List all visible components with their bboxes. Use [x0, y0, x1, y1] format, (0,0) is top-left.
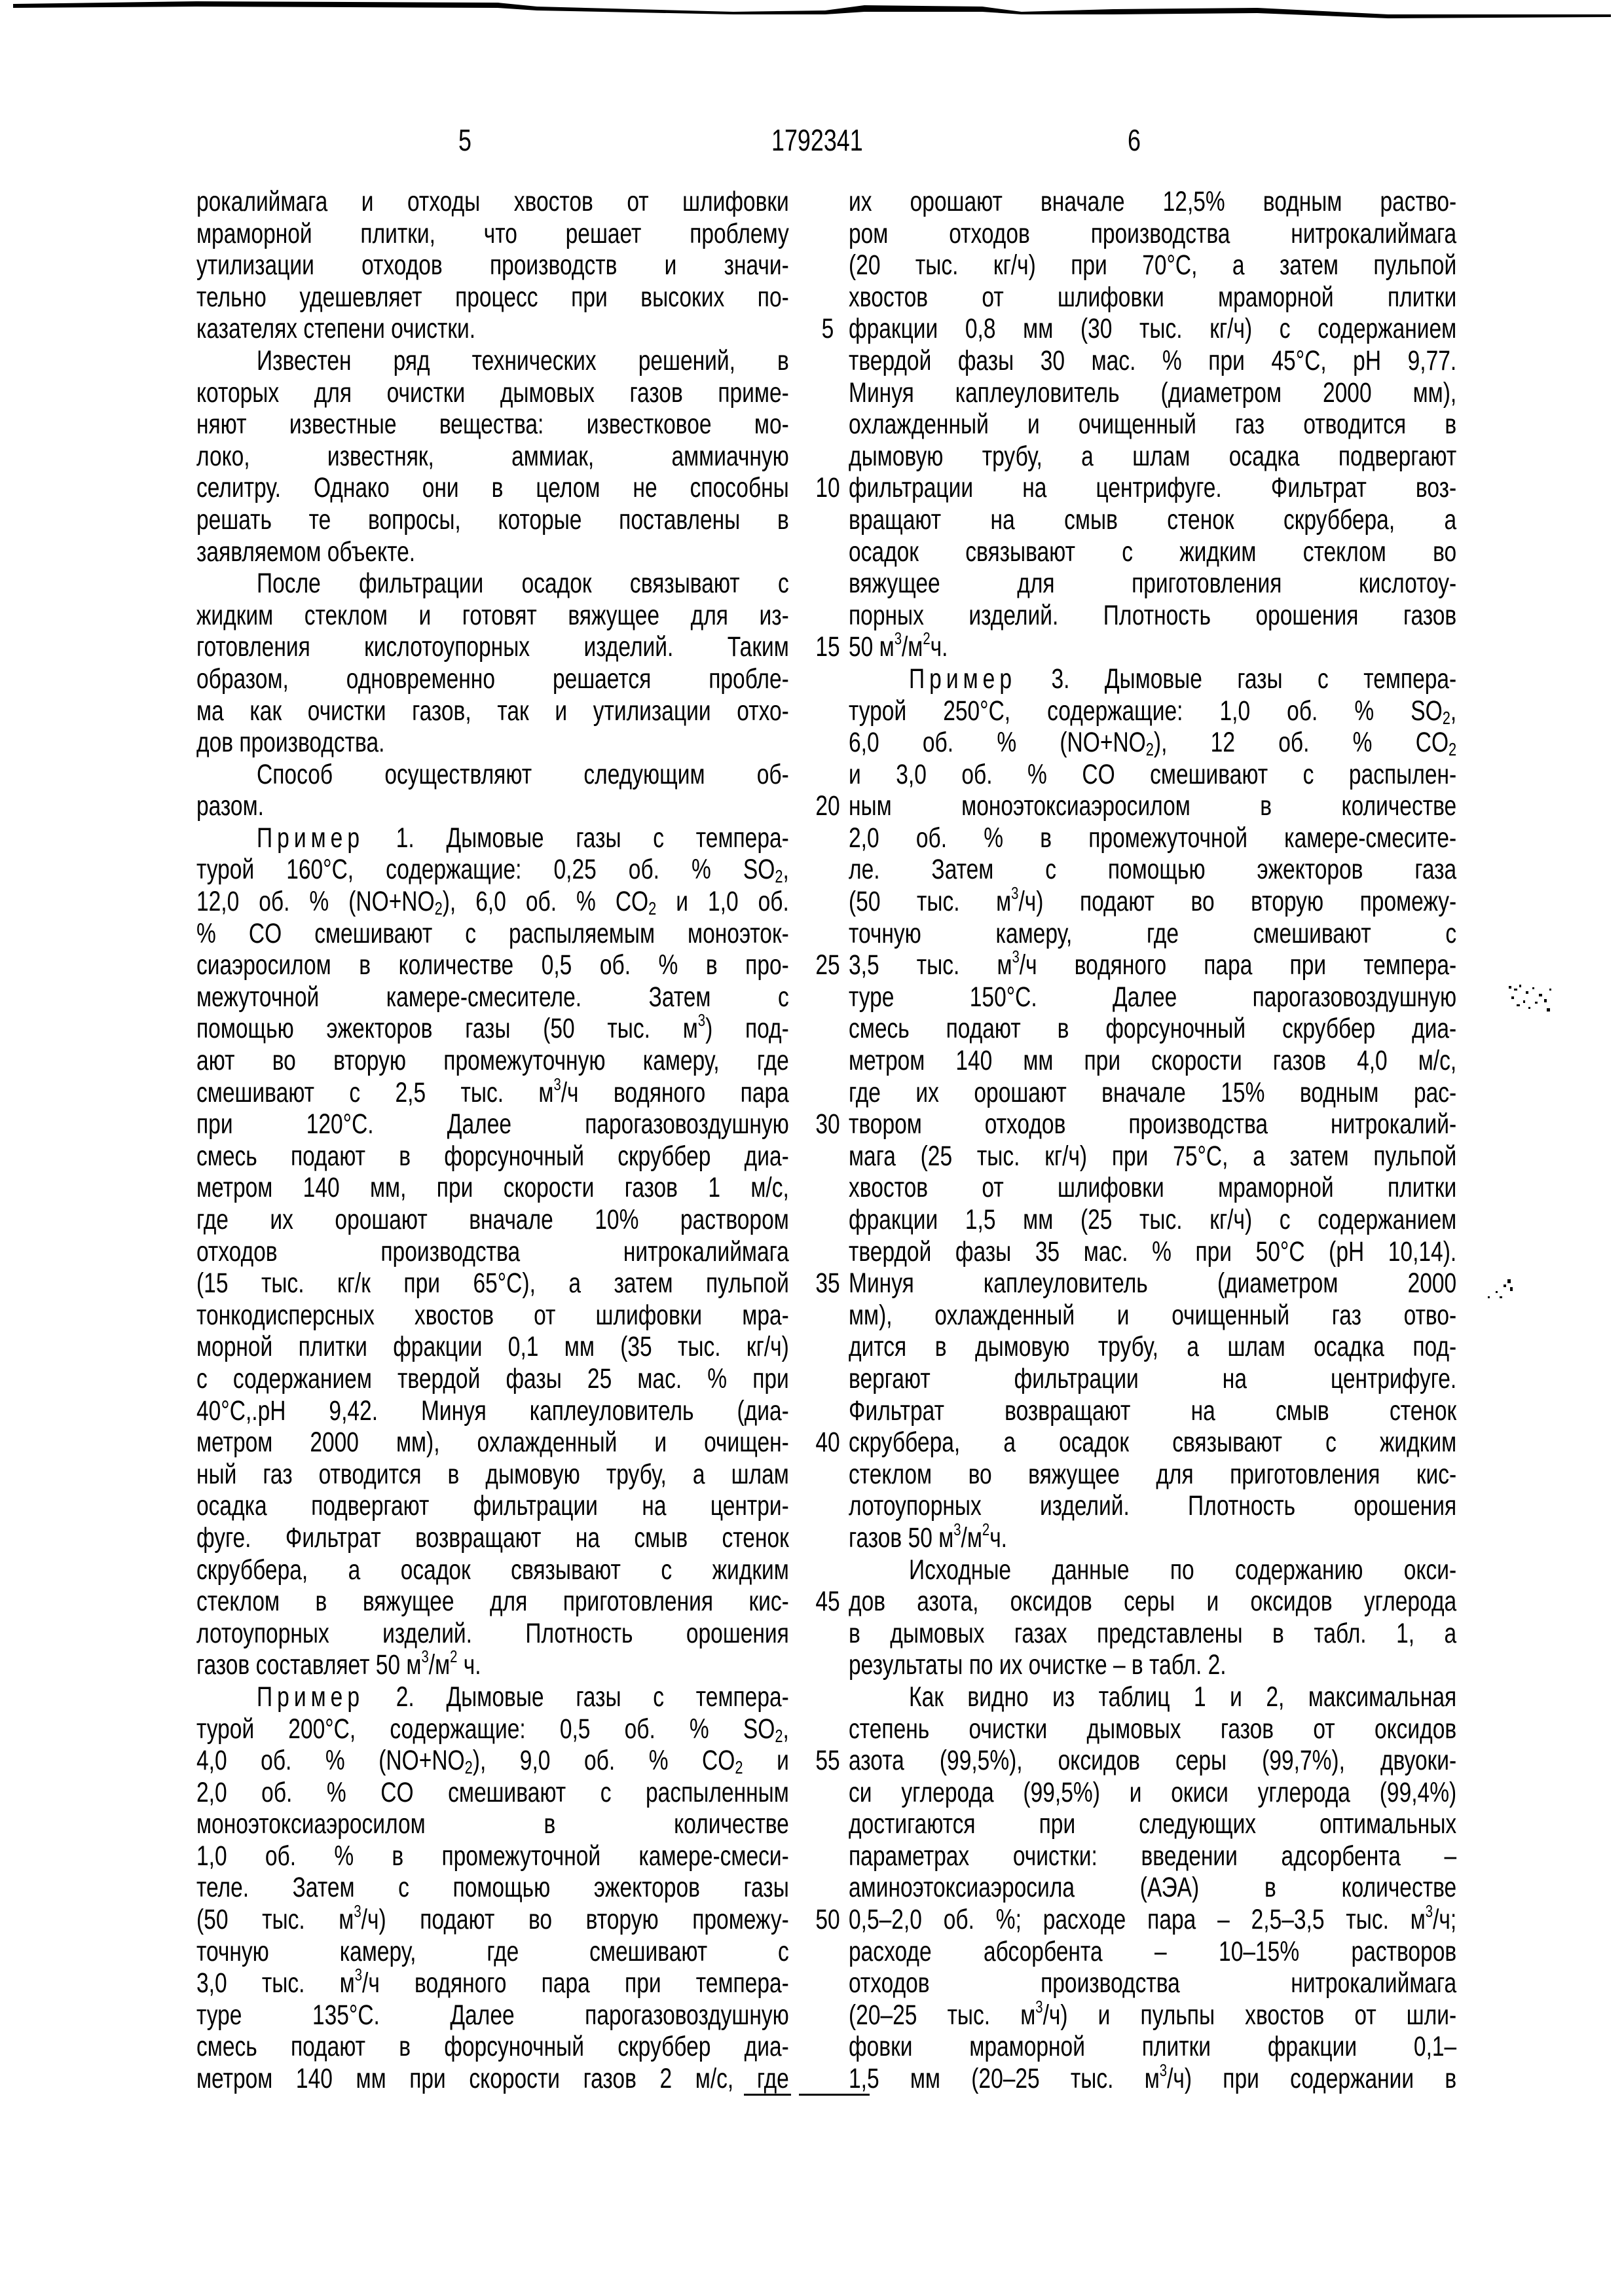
- text-line: заявляемом объекте.: [196, 536, 789, 568]
- text-line: фовки мраморной плитки фракции 0,1–: [849, 2031, 1456, 2063]
- text-line: осадок связывают с жидким стеклом во: [849, 536, 1456, 568]
- text-line: 4,0 об. % (NO+NO2), 9,0 об. % CO2 и: [196, 1745, 789, 1777]
- text-line: 0,5–2,0 об. %; расходе пара – 2,5–3,5 тыс. м3/ч;: [849, 1904, 1456, 1936]
- text-line: сиаэросилом в количестве 0,5 об. % в про-: [196, 949, 789, 981]
- text-line: метром 2000 мм), охлажденный и очищен-: [196, 1427, 789, 1459]
- line-number: 15: [813, 631, 842, 663]
- text-line: локо, известняк, аммиак, аммиачную: [196, 441, 789, 473]
- text-line: Минуя каплеуловитель (диаметром 2000: [849, 1267, 1456, 1300]
- text-line: 3,0 тыс. м3/ч водяного пара при темпера-: [196, 1967, 789, 1999]
- line-number: 30: [813, 1108, 842, 1140]
- text-line: (50 тыс. м3/ч) подают во вторую промежу-: [196, 1904, 789, 1936]
- text-line: смесь подают в форсуночный скруббер диа-: [196, 1140, 789, 1173]
- text-line: 40°С,.pH 9,42. Минуя каплеуловитель (диа-: [196, 1395, 789, 1427]
- text-line: ма как очистки газов, так и утилизации отхо-: [196, 695, 789, 727]
- text-line: (20 тыс. кг/ч) при 70°С, а затем пульпой: [849, 249, 1456, 282]
- text-line: результаты по их очистке – в табл. 2.: [849, 1649, 1456, 1681]
- text-line: точную камеру, где смешивают с: [196, 1936, 789, 1968]
- text-line: ают во вторую промежуточную камеру, где: [196, 1045, 789, 1077]
- text-line: рокалиймага и отходы хвостов от шлифовки: [196, 186, 789, 218]
- text-line: моноэтоксиаэросилом в количестве: [196, 1808, 789, 1840]
- line-number: 55: [813, 1745, 842, 1777]
- text-line: мага (25 тыс. кг/ч) при 75°С, а затем пульпой: [849, 1140, 1456, 1173]
- text-line: вергают фильтрации на центрифуге.: [849, 1363, 1456, 1395]
- line-number: 40: [813, 1427, 842, 1459]
- paragraph-first-line: Пример 2. Дымовые газы с темпера-: [196, 1681, 789, 1713]
- text-line: лотоупорных изделий. Плотность орошения: [849, 1490, 1456, 1522]
- text-line: азота (99,5%), оксидов серы (99,7%), двуоки-: [849, 1745, 1456, 1777]
- text-line: ром отходов производства нитрокалиймага: [849, 218, 1456, 250]
- text-line: межуточной камере-смесителе. Затем с: [196, 981, 789, 1013]
- text-line: метром 140 мм при скорости газов 2 м/с, где: [196, 2063, 789, 2095]
- paragraph-first-line: Известен ряд технических решений, в: [196, 345, 789, 377]
- text-line: стеклом во вяжущее для приготовления кис-: [849, 1459, 1456, 1491]
- text-line: метром 140 мм при скорости газов 4,0 м/с,: [849, 1045, 1456, 1077]
- text-line: смешивают с 2,5 тыс. м3/ч водяного пара: [196, 1077, 789, 1109]
- patent-number: 1792341: [771, 122, 863, 158]
- text-line: тонкодисперсных хвостов от шлифовки мра-: [196, 1300, 789, 1332]
- line-number: 45: [813, 1586, 842, 1618]
- text-line: турой 160°С, содержащие: 0,25 об. % SO2,: [196, 854, 789, 886]
- text-line: смесь подают в форсуночный скруббер диа-: [196, 2031, 789, 2063]
- text-line: решать те вопросы, которые поставлены в: [196, 504, 789, 536]
- text-line: 6,0 об. % (NO+NO2), 12 об. % CO2: [849, 727, 1456, 759]
- text-line: теле. Затем с помощью эжекторов газы: [196, 1872, 789, 1904]
- text-line: дымовую трубу, а шлам осадка подвергают: [849, 441, 1456, 473]
- text-line: где их орошают вначале 15% водным рас-: [849, 1077, 1456, 1109]
- text-line: турой 200°С, содержащие: 0,5 об. % SO2,: [196, 1713, 789, 1745]
- text-line: няют известные вещества: известковое мо-: [196, 409, 789, 441]
- text-line: мм), охлажденный и очищенный газ отво-: [849, 1300, 1456, 1332]
- text-line: % CO смешивают с распыляемым моноэток-: [196, 918, 789, 950]
- text-line: (50 тыс. м3/ч) подают во вторую промежу-: [849, 886, 1456, 918]
- paragraph-first-line: Пример 1. Дымовые газы с темпера-: [196, 822, 789, 854]
- text-line: ным моноэтоксиаэросилом в количестве: [849, 790, 1456, 822]
- text-line: стеклом в вяжущее для приготовления кис-: [196, 1586, 789, 1618]
- text-line: отходов производства нитрокалиймага: [196, 1236, 789, 1268]
- text-line: отходов производства нитрокалиймага: [849, 1967, 1456, 1999]
- text-line: готовления кислотоупорных изделий. Таким: [196, 631, 789, 663]
- text-line: которых для очистки дымовых газов приме-: [196, 377, 789, 409]
- text-line: метром 140 мм, при скорости газов 1 м/с,: [196, 1172, 789, 1204]
- text-line: твором отходов производства нитрокалий-: [849, 1108, 1456, 1140]
- text-line: лотоупорных изделий. Плотность орошения: [196, 1618, 789, 1650]
- text-line: вращают на смыв стенок скруббера, а: [849, 504, 1456, 536]
- text-line: при 120°С. Далее парогазовоздушную: [196, 1108, 789, 1140]
- line-number: 5: [813, 313, 842, 345]
- text-line: Минуя каплеуловитель (диаметром 2000 мм),: [849, 377, 1456, 409]
- text-line: аминоэтоксиаэросила (АЭА) в количестве: [849, 1872, 1456, 1904]
- text-line: образом, одновременно решается пробле-: [196, 663, 789, 695]
- text-line: 3,5 тыс. м3/ч водяного пара при темпера-: [849, 949, 1456, 981]
- text-line: газов составляет 50 м3/м2 ч.: [196, 1649, 789, 1681]
- text-line: параметрах очистки: введении адсорбента –: [849, 1840, 1456, 1872]
- text-line: 1,5 мм (20–25 тыс. м3/ч) при содержании в: [849, 2063, 1456, 2095]
- text-line: помощью эжекторов газы (50 тыс. м3) под-: [196, 1013, 789, 1045]
- scan-speckle: [1506, 982, 1559, 1015]
- text-line: дов производства.: [196, 727, 789, 759]
- text-line: 2,0 об. % в промежуточной камере-смесите-: [849, 822, 1456, 854]
- text-line: скруббера, а осадок связывают с жидким: [196, 1554, 789, 1586]
- text-line: 2,0 об. % CO смешивают с распыленным: [196, 1777, 789, 1809]
- text-line: твердой фазы 30 мас. % при 45°С, pH 9,77.: [849, 345, 1456, 377]
- page-number-left: 5: [458, 122, 471, 158]
- text-line: тельно удешевляет процесс при высоких по-: [196, 282, 789, 314]
- text-line: туре 150°С. Далее парогазовоздушную: [849, 981, 1456, 1013]
- footnote-rule-right: [799, 2094, 870, 2096]
- text-line: фуге. Фильтрат возвращают на смыв стенок: [196, 1522, 789, 1554]
- text-line: где их орошают вначале 10% раствором: [196, 1204, 789, 1236]
- paragraph-first-line: Способ осуществляют следующим об-: [196, 759, 789, 791]
- scan-edge-line: [13, 1, 1611, 18]
- line-number: 35: [813, 1267, 842, 1300]
- text-line: (20–25 тыс. м3/ч) и пульпы хвостов от шли-: [849, 1999, 1456, 2032]
- text-line: их орошают вначале 12,5% водным раство-: [849, 186, 1456, 218]
- text-line: в дымовых газах представлены в табл. 1, а: [849, 1618, 1456, 1650]
- text-line: Фильтрат возвращают на смыв стенок: [849, 1395, 1456, 1427]
- text-line: фракции 1,5 мм (25 тыс. кг/ч) с содержанием: [849, 1204, 1456, 1236]
- text-line: 1,0 об. % в промежуточной камере-смеси-: [196, 1840, 789, 1872]
- text-line: и 3,0 об. % CO смешивают с распылен-: [849, 759, 1456, 791]
- text-line: степень очистки дымовых газов от оксидов: [849, 1713, 1456, 1745]
- text-line: осадка подвергают фильтрации на центри-: [196, 1490, 789, 1522]
- text-column-left: [196, 186, 789, 2095]
- text-line: с содержанием твердой фазы 25 мас. % при: [196, 1363, 789, 1395]
- text-line: хвостов от шлифовки мраморной плитки: [849, 1172, 1456, 1204]
- text-line: казателях степени очистки.: [196, 313, 789, 345]
- text-line: расходе абсорбента – 10–15% растворов: [849, 1936, 1456, 1968]
- text-line: 12,0 об. % (NO+NO2), 6,0 об. % CO2 и 1,0 об.: [196, 886, 789, 918]
- text-line: жидким стеклом и готовят вяжущее для из-: [196, 600, 789, 632]
- text-line: охлажденный и очищенный газ отводится в: [849, 409, 1456, 441]
- text-line: дится в дымовую трубу, а шлам осадка под-: [849, 1331, 1456, 1363]
- paragraph-first-line: После фильтрации осадок связывают с: [196, 568, 789, 600]
- text-line: 50 м3/м2ч.: [849, 631, 1456, 663]
- page-number-right: 6: [1128, 122, 1141, 158]
- text-line: скруббера, а осадок связывают с жидким: [849, 1427, 1456, 1459]
- text-line: достигаются при следующих оптимальных: [849, 1808, 1456, 1840]
- line-number: 20: [813, 790, 842, 822]
- text-column-right: [849, 186, 1456, 2095]
- text-line: порных изделий. Плотность орошения газов: [849, 600, 1456, 632]
- text-line: селитру. Однако они в целом не способны: [196, 472, 789, 504]
- text-line: фракции 0,8 мм (30 тыс. кг/ч) с содержанием: [849, 313, 1456, 345]
- paragraph-first-line: Исходные данные по содержанию окси-: [849, 1554, 1456, 1586]
- line-number: 25: [813, 949, 842, 981]
- text-line: утилизации отходов производств и значи-: [196, 249, 789, 282]
- paragraph-first-line: Как видно из таблиц 1 и 2, максимальная: [849, 1681, 1456, 1713]
- text-line: турой 250°С, содержащие: 1,0 об. % SO2,: [849, 695, 1456, 727]
- line-number: 10: [813, 472, 842, 504]
- text-line: вяжущее для приготовления кислотоу-: [849, 568, 1456, 600]
- text-line: газов 50 м3/м2ч.: [849, 1522, 1456, 1554]
- text-line: точную камеру, где смешивают с: [849, 918, 1456, 950]
- text-line: (15 тыс. кг/к при 65°С), а затем пульпой: [196, 1267, 789, 1300]
- text-line: си углерода (99,5%) и окиси углерода (99,4%): [849, 1777, 1456, 1809]
- text-line: фильтрации на центрифуге. Фильтрат воз-: [849, 472, 1456, 504]
- text-line: хвостов от шлифовки мраморной плитки: [849, 282, 1456, 314]
- text-line: ный газ отводится в дымовую трубу, а шлам: [196, 1459, 789, 1491]
- footnote-rule-left: [744, 2094, 791, 2096]
- text-line: ле. Затем с помощью эжекторов газа: [849, 854, 1456, 886]
- line-number: 50: [813, 1904, 842, 1936]
- text-line: мраморной плитки, что решает проблему: [196, 218, 789, 250]
- text-line: туре 135°С. Далее парогазовоздушную: [196, 1999, 789, 2032]
- scan-speckle: [1481, 1277, 1521, 1303]
- text-line: дов азота, оксидов серы и оксидов углерода: [849, 1586, 1456, 1618]
- paragraph-first-line: Пример 3. Дымовые газы с темпера-: [849, 663, 1456, 695]
- text-line: морной плитки фракции 0,1 мм (35 тыс. кг/ч): [196, 1331, 789, 1363]
- text-line: смесь подают в форсуночный скруббер диа-: [849, 1013, 1456, 1045]
- text-line: твердой фазы 35 мас. % при 50°С (pH 10,14).: [849, 1236, 1456, 1268]
- text-line: разом.: [196, 790, 789, 822]
